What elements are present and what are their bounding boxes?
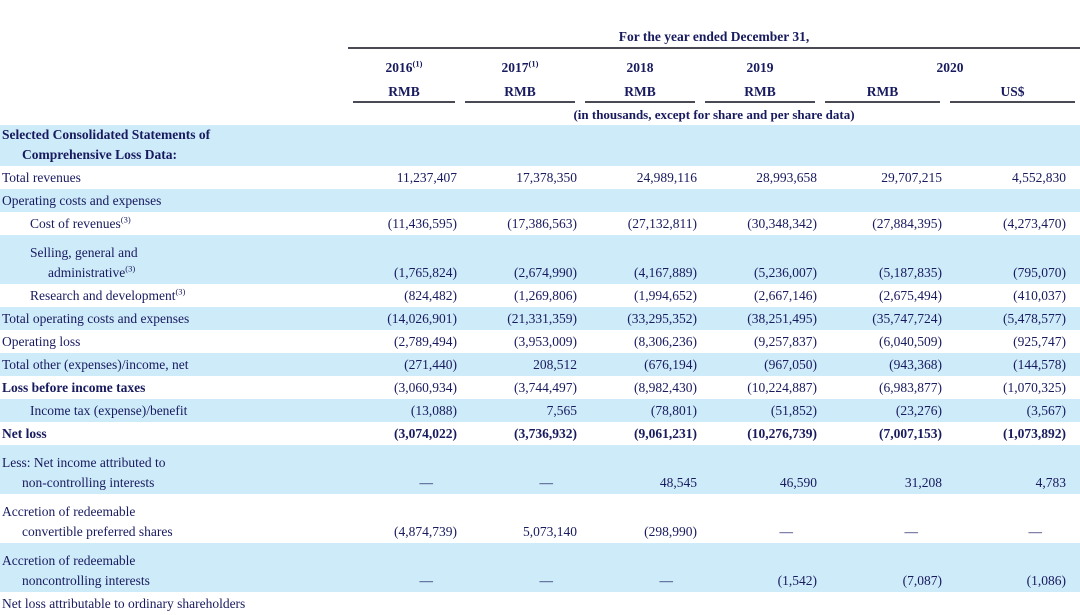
currency-label: RMB bbox=[825, 84, 940, 103]
value-cell bbox=[700, 125, 820, 166]
year-header-2016: 2016$^{(1)}$ bbox=[385, 58, 423, 75]
header-spacer bbox=[0, 77, 348, 104]
row-label-line: Cost of revenues$^{(3)}$ bbox=[30, 214, 131, 231]
value-cell: (2,675,494) bbox=[879, 288, 942, 303]
row-label bbox=[0, 445, 348, 494]
value-cell bbox=[348, 445, 460, 494]
row-label-line: Accretion of redeemable bbox=[2, 504, 136, 519]
value-cell: (925,747) bbox=[1013, 334, 1066, 349]
row-label-line: Research and development$^{(3)}$ bbox=[30, 286, 186, 303]
row-label-line: non-controlling interests bbox=[22, 475, 155, 490]
value-cell: 48,545 bbox=[580, 445, 700, 494]
value-cell: (795,070) bbox=[945, 235, 1080, 284]
row-label bbox=[0, 307, 348, 330]
table-row bbox=[0, 166, 1080, 189]
value-cell: (21,331,359) bbox=[460, 307, 580, 330]
value-cell: (4,167,889) bbox=[580, 235, 700, 284]
value-cell: (9,061,231) bbox=[634, 426, 697, 441]
value-cell: (1,073,892) bbox=[1003, 426, 1066, 441]
year-header-2020: 2020 bbox=[936, 60, 964, 75]
value-cell: (11,436,595) bbox=[387, 216, 457, 231]
footnote-marker: (3) bbox=[125, 263, 136, 274]
nil-dash: — bbox=[419, 573, 433, 588]
value-cell bbox=[580, 543, 700, 592]
value-cell: (1,994,652) bbox=[634, 288, 697, 303]
nil-dash: — bbox=[539, 475, 553, 490]
header-spacer bbox=[0, 0, 348, 48]
value-cell: (23,276) bbox=[820, 399, 945, 422]
nil-dash: — bbox=[419, 475, 433, 490]
row-label-line: Operating loss bbox=[2, 334, 81, 349]
value-cell bbox=[820, 125, 945, 166]
table-row bbox=[0, 376, 1080, 399]
row-label-line: administrative$^{(3)}$ bbox=[48, 263, 136, 280]
nil-dash: — bbox=[539, 573, 553, 588]
row-label-line: Selling, general and bbox=[30, 245, 138, 260]
table-row bbox=[0, 592, 1080, 615]
table-row bbox=[0, 189, 1080, 212]
value-cell: 17,378,350 bbox=[516, 170, 577, 185]
value-cell: (1,269,806) bbox=[514, 288, 577, 303]
value-cell bbox=[460, 543, 580, 592]
value-cell: (2,789,494) bbox=[394, 334, 457, 349]
value-cell: (144,578) bbox=[945, 353, 1080, 376]
value-cell bbox=[348, 125, 460, 166]
value-cell: (967,050) bbox=[700, 353, 820, 376]
row-label-line: convertible preferred shares bbox=[22, 524, 173, 539]
currency-label: RMB bbox=[585, 84, 695, 103]
value-cell: (943,368) bbox=[820, 353, 945, 376]
nil-dash: — bbox=[659, 573, 673, 588]
value-cell: (1,086) bbox=[945, 543, 1080, 592]
header-spacer bbox=[0, 104, 348, 125]
year-header-2019: 2019 bbox=[746, 60, 774, 75]
value-cell bbox=[945, 592, 1080, 615]
value-cell: 4,783 bbox=[945, 445, 1080, 494]
table-row bbox=[0, 543, 1080, 592]
nil-dash: — bbox=[904, 524, 918, 539]
value-cell bbox=[460, 189, 580, 212]
row-label-line: noncontrolling interests bbox=[22, 573, 150, 588]
units-note: (in thousands, except for share and per share data) bbox=[573, 106, 855, 122]
value-cell: (3,953,009) bbox=[514, 334, 577, 349]
row-label bbox=[0, 494, 348, 543]
value-cell: (271,440) bbox=[348, 353, 460, 376]
row-label bbox=[0, 212, 348, 235]
currency-label: RMB bbox=[465, 84, 575, 103]
row-label bbox=[0, 166, 348, 189]
value-cell: (10,224,887) bbox=[747, 380, 817, 395]
footnote-marker: (1) bbox=[412, 58, 423, 69]
value-cell: 208,512 bbox=[460, 353, 580, 376]
value-cell: (2,667,146) bbox=[754, 288, 817, 303]
table-row bbox=[0, 330, 1080, 353]
value-cell: 29,707,215 bbox=[881, 170, 942, 185]
value-cell bbox=[820, 189, 945, 212]
row-label-line: Selected Consolidated Statements of bbox=[2, 127, 211, 142]
value-cell: (78,801) bbox=[580, 399, 700, 422]
units-note-row bbox=[0, 104, 1080, 125]
value-cell: 31,208 bbox=[820, 445, 945, 494]
currency-label: US$ bbox=[950, 84, 1075, 103]
row-label-line: Net loss bbox=[2, 426, 47, 441]
value-cell: 4,552,830 bbox=[1012, 170, 1066, 185]
value-cell: (4,874,739) bbox=[394, 524, 457, 539]
value-cell bbox=[348, 592, 460, 615]
value-cell: (17,386,563) bbox=[507, 216, 577, 231]
table-row bbox=[0, 353, 1080, 376]
row-label-line: Total other (expenses)/income, net bbox=[2, 357, 189, 372]
value-cell: (410,037) bbox=[1013, 288, 1066, 303]
row-label bbox=[0, 543, 348, 592]
row-label bbox=[0, 235, 348, 284]
table-row bbox=[0, 445, 1080, 494]
currency-header-row bbox=[0, 77, 1080, 104]
value-cell: (6,040,509) bbox=[879, 334, 942, 349]
value-cell bbox=[580, 189, 700, 212]
currency-header bbox=[945, 77, 1080, 104]
value-cell: (7,007,153) bbox=[879, 426, 942, 441]
nil-dash: — bbox=[779, 524, 793, 539]
value-cell: (676,194) bbox=[580, 353, 700, 376]
value-cell bbox=[580, 592, 700, 615]
row-label bbox=[0, 284, 348, 307]
value-cell: (27,132,811) bbox=[627, 216, 697, 231]
value-cell: (35,747,724) bbox=[820, 307, 945, 330]
currency-header bbox=[460, 77, 580, 104]
value-cell: (5,187,835) bbox=[820, 235, 945, 284]
value-cell bbox=[945, 189, 1080, 212]
table-row bbox=[0, 422, 1080, 445]
row-label bbox=[0, 592, 348, 615]
value-cell: (5,236,007) bbox=[700, 235, 820, 284]
value-cell: (9,257,837) bbox=[754, 334, 817, 349]
year-header-2017: 2017$^{(1)}$ bbox=[501, 58, 539, 75]
period-title: For the year ended December 31, bbox=[348, 0, 1080, 48]
row-label-line: Total operating costs and expenses bbox=[2, 311, 190, 326]
nil-dash: — bbox=[1028, 524, 1042, 539]
value-cell: (3,744,497) bbox=[514, 380, 577, 395]
value-cell: (3,074,022) bbox=[394, 426, 457, 441]
row-label bbox=[0, 330, 348, 353]
value-cell bbox=[820, 494, 945, 543]
value-cell: (3,060,934) bbox=[394, 380, 457, 395]
value-cell bbox=[700, 592, 820, 615]
footnote-marker: (3) bbox=[120, 214, 131, 225]
row-label bbox=[0, 376, 348, 399]
value-cell: (4,273,470) bbox=[1003, 216, 1066, 231]
footnote-marker: (1) bbox=[528, 58, 539, 69]
value-cell: (6,983,877) bbox=[879, 380, 942, 395]
value-cell bbox=[820, 592, 945, 615]
value-cell: (30,348,342) bbox=[747, 216, 817, 231]
header-spacer bbox=[0, 48, 348, 77]
value-cell: 7,565 bbox=[460, 399, 580, 422]
value-cell: (2,674,990) bbox=[460, 235, 580, 284]
value-cell: (3,567) bbox=[945, 399, 1080, 422]
currency-header bbox=[700, 77, 820, 104]
value-cell: (1,765,824) bbox=[348, 235, 460, 284]
row-label-line: Accretion of redeemable bbox=[2, 553, 136, 568]
value-cell: (14,026,901) bbox=[348, 307, 460, 330]
table-row bbox=[0, 212, 1080, 235]
value-cell bbox=[700, 494, 820, 543]
value-cell: (27,884,395) bbox=[872, 216, 942, 231]
table-row bbox=[0, 125, 1080, 166]
table-row bbox=[0, 399, 1080, 422]
value-cell bbox=[460, 125, 580, 166]
currency-header bbox=[580, 77, 700, 104]
row-label bbox=[0, 353, 348, 376]
table-row bbox=[0, 307, 1080, 330]
row-label-line: Net loss attributable to ordinary shareholders bbox=[2, 596, 246, 611]
row-label-line: Comprehensive Loss Data: bbox=[22, 147, 177, 162]
table-row bbox=[0, 494, 1080, 543]
value-cell bbox=[945, 494, 1080, 543]
value-cell: (1,070,325) bbox=[1003, 380, 1066, 395]
value-cell: 5,073,140 bbox=[523, 524, 577, 539]
row-label bbox=[0, 399, 348, 422]
currency-header bbox=[348, 77, 460, 104]
currency-label: RMB bbox=[353, 84, 455, 103]
value-cell bbox=[700, 189, 820, 212]
value-cell bbox=[945, 125, 1080, 166]
value-cell: 28,993,658 bbox=[756, 170, 817, 185]
value-cell: (33,295,352) bbox=[580, 307, 700, 330]
value-cell bbox=[580, 125, 700, 166]
value-cell: (1,542) bbox=[700, 543, 820, 592]
value-cell: 24,989,116 bbox=[636, 170, 697, 185]
value-cell bbox=[460, 592, 580, 615]
value-cell: (3,736,932) bbox=[514, 426, 577, 441]
value-cell: (10,276,739) bbox=[747, 426, 817, 441]
value-cell: 46,590 bbox=[700, 445, 820, 494]
year-header-2018: 2018 bbox=[626, 60, 654, 75]
value-cell: 11,237,407 bbox=[396, 170, 457, 185]
value-cell bbox=[348, 543, 460, 592]
currency-label: RMB bbox=[705, 84, 815, 103]
period-title-row bbox=[0, 0, 1080, 48]
value-cell bbox=[460, 445, 580, 494]
row-label-line: Less: Net income attributed to bbox=[2, 455, 166, 470]
value-cell: (298,990) bbox=[644, 524, 697, 539]
row-label bbox=[0, 422, 348, 445]
value-cell bbox=[348, 189, 460, 212]
value-cell: (7,087) bbox=[820, 543, 945, 592]
row-label-line: Total revenues bbox=[2, 170, 81, 185]
year-header-row bbox=[0, 48, 1080, 77]
table-row bbox=[0, 284, 1080, 307]
value-cell: (8,306,236) bbox=[634, 334, 697, 349]
value-cell: (51,852) bbox=[700, 399, 820, 422]
row-label-line: Operating costs and expenses bbox=[2, 193, 162, 208]
value-cell: (5,478,577) bbox=[945, 307, 1080, 330]
row-label bbox=[0, 125, 348, 166]
table-row bbox=[0, 235, 1080, 284]
footnote-marker: (3) bbox=[175, 286, 186, 297]
value-cell: (824,482) bbox=[404, 288, 457, 303]
row-label-line: Income tax (expense)/benefit bbox=[30, 403, 188, 418]
row-label-line: Loss before income taxes bbox=[2, 380, 146, 395]
value-cell: (38,251,495) bbox=[700, 307, 820, 330]
value-cell: (8,982,430) bbox=[634, 380, 697, 395]
row-label bbox=[0, 189, 348, 212]
value-cell: (13,088) bbox=[348, 399, 460, 422]
currency-header bbox=[820, 77, 945, 104]
